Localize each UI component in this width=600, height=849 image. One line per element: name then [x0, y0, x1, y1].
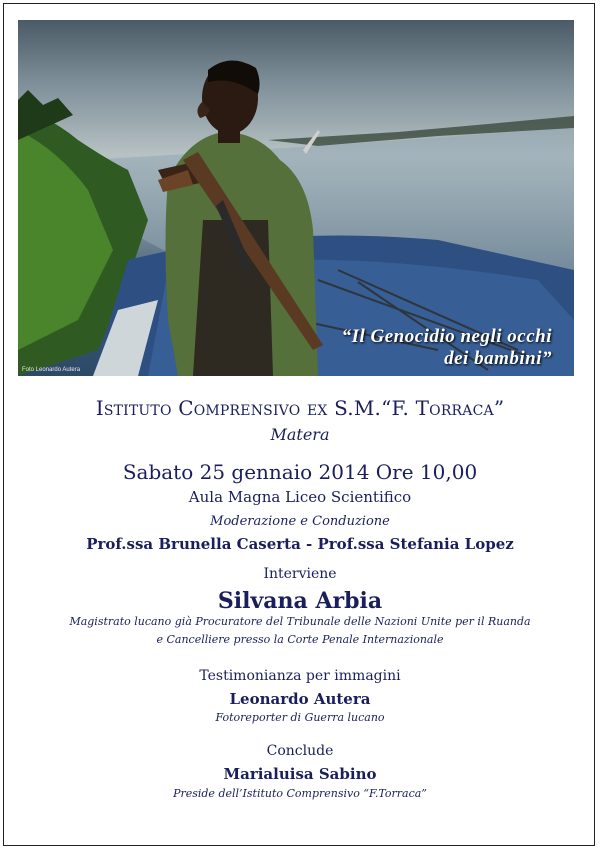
photo-credit: Foto Leonardo Autera	[22, 367, 81, 373]
testimony-label: Testimonianza per immagini	[199, 668, 401, 684]
moderation-label: Moderazione e Conduzione	[210, 514, 390, 529]
moderators: Prof.ssa Brunella Caserta - Prof.ssa Stefania Lopez	[86, 535, 514, 553]
event-photo	[18, 20, 574, 376]
city-name: Matera	[270, 425, 330, 444]
institute-title: Istituto Comprensivo ex S.M.“F. Torraca”	[95, 396, 505, 420]
speaker-description-1: Magistrato lucano già Procuratore del Tribunale delle Nazioni Unite per il Ruanda	[69, 615, 531, 628]
photo-caption	[342, 326, 552, 370]
event-date-time: Sabato 25 gennaio 2014 Ore 10,00	[122, 460, 478, 484]
closing-speaker-role: Preside dell’Istituto Comprensivo “F.Torraca”	[173, 787, 427, 800]
event-venue: Aula Magna Liceo Scientifico	[188, 488, 412, 506]
caption-line-1: “Il Genocidio negli occhi	[341, 326, 552, 347]
photo-illustration	[18, 20, 574, 376]
speaker-description-2: e Cancelliere presso la Corte Penale Internazionale	[156, 633, 444, 646]
photographer-name: Leonardo Autera	[229, 690, 371, 708]
speaker-name: Silvana Arbia	[217, 588, 383, 614]
caption-line-2: dei bambini”	[444, 348, 552, 369]
speaker-label: Interviene	[263, 566, 337, 582]
closing-speaker-name: Marialuisa Sabino	[223, 765, 377, 783]
photographer-role: Fotoreporter di Guerra lucano	[215, 711, 385, 724]
closing-label: Conclude	[266, 743, 334, 759]
